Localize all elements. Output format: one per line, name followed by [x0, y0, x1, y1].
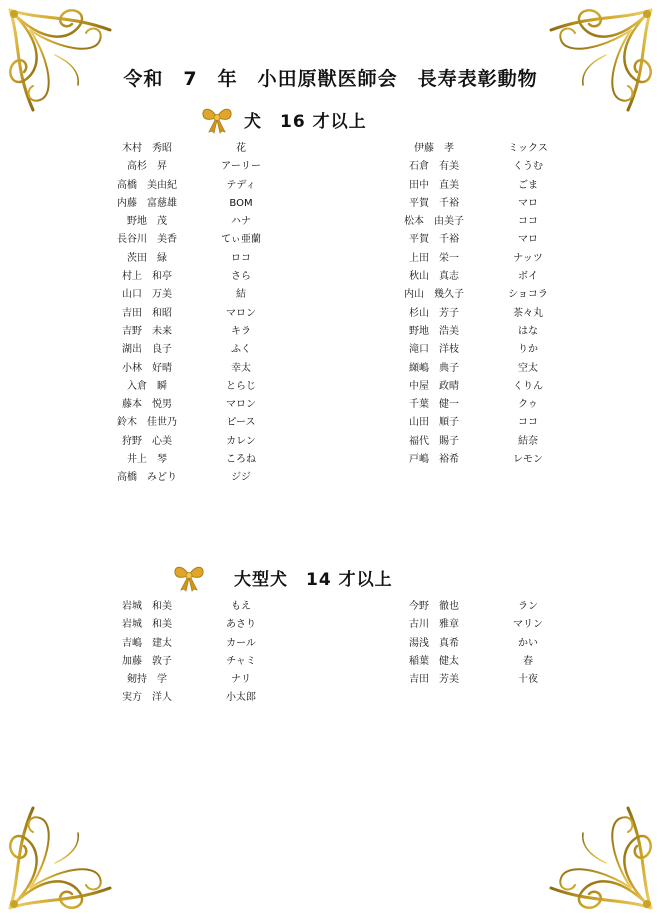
pet-name: BOM [229, 197, 253, 209]
pet-name: ココ [518, 417, 538, 429]
pet-name: 茶々丸 [513, 307, 543, 319]
pet-name: くうむ [513, 161, 543, 173]
list-item [382, 195, 570, 213]
list-item [95, 653, 283, 671]
pet-name: カレン [226, 435, 256, 447]
list-item [382, 360, 570, 378]
pet-name: とらじ [226, 380, 256, 392]
list-item [95, 414, 283, 432]
list-item [382, 158, 570, 176]
list-item [95, 635, 283, 653]
list-item [382, 268, 570, 286]
owner-name: 吉嶋 建太 [122, 637, 172, 649]
owner-name: 秋山 真志 [409, 271, 459, 283]
list-item [95, 598, 283, 616]
owner-name: 杉山 芳子 [409, 307, 459, 319]
owner-name: 吉野 未来 [122, 325, 172, 337]
list-item [382, 323, 570, 341]
owner-name: 入倉 瞬 [127, 380, 167, 392]
owner-name: 高橋 美由紀 [117, 179, 177, 191]
pet-name: 空太 [518, 362, 538, 374]
pet-name: マロン [226, 399, 256, 411]
list-item [382, 250, 570, 268]
owner-name: 石倉 有美 [409, 161, 459, 173]
list-item [95, 195, 283, 213]
pet-name: ロコ [231, 252, 251, 264]
list-item [95, 177, 283, 195]
list-item [95, 213, 283, 231]
pet-name: ミックス [508, 143, 548, 154]
pet-name: 結 [236, 289, 246, 301]
owner-name: 纐嶋 典子 [409, 362, 459, 374]
pet-name: マロン [226, 307, 256, 319]
pet-name: クゥ [518, 399, 538, 411]
owner-name: 高杉 昇 [127, 161, 167, 173]
pet-name: ココ [518, 216, 538, 228]
owner-name: 加藤 敦子 [122, 655, 172, 667]
list-item [382, 414, 570, 432]
list-item [382, 378, 570, 396]
list-item [95, 140, 283, 158]
section-heading-text: 犬 16 才以上 [244, 111, 367, 132]
owner-name: 木村 秀昭 [122, 143, 172, 154]
pet-name: さら [231, 271, 251, 283]
list-item [382, 177, 570, 195]
corner-flourish-icon [10, 10, 110, 110]
list-item [382, 286, 570, 304]
dogs-16-left-list [95, 140, 283, 488]
owner-name: 岩城 和美 [122, 619, 172, 631]
list-item [95, 286, 283, 304]
pet-name: 結奈 [518, 435, 538, 447]
pet-name: ラン [518, 601, 538, 612]
list-item [382, 433, 570, 451]
list-item [95, 268, 283, 286]
owner-name: 上田 栄一 [409, 252, 459, 264]
list-item [382, 341, 570, 359]
list-item [95, 305, 283, 323]
pet-name: ボイ [518, 271, 538, 283]
owner-name: 内藤 富慈雄 [117, 197, 177, 209]
pet-name: ショコラ [508, 289, 548, 301]
owner-name: 実方 洋人 [122, 692, 172, 704]
owner-name: 茨田 緑 [127, 252, 167, 264]
pet-name: くりん [513, 380, 543, 392]
list-item [95, 433, 283, 451]
pet-name: カール [226, 637, 256, 649]
page-title: 令和 7 年 小田原獣医師会 長寿表彰動物 [123, 68, 538, 90]
owner-name: 野地 浩美 [409, 325, 459, 337]
pet-name: ごま [518, 179, 538, 191]
pet-name: ふく [231, 344, 251, 356]
owner-name: 伊藤 孝 [414, 143, 454, 154]
list-item [95, 469, 283, 487]
owner-name: 井上 琴 [127, 454, 167, 466]
owner-name: 今野 徹也 [409, 601, 459, 612]
large-dogs-14-right-list [382, 598, 570, 689]
pet-name: マロ [518, 197, 538, 209]
pet-name: マロ [518, 234, 538, 246]
list-item [95, 250, 283, 268]
list-item [382, 635, 570, 653]
owner-name: 内山 幾久子 [404, 289, 464, 301]
list-item [95, 231, 283, 249]
ribbon-bow-icon [172, 562, 206, 592]
pet-name: 幸太 [231, 362, 251, 374]
pet-name: 十夜 [518, 674, 538, 686]
list-item [95, 616, 283, 634]
pet-name: てぃ亜蘭 [221, 234, 261, 246]
pet-name: レモン [513, 454, 543, 466]
list-item [95, 341, 283, 359]
owner-name: 平賀 千裕 [409, 197, 459, 209]
pet-name: もえ [231, 601, 251, 612]
pet-name: 花 [236, 143, 246, 154]
list-item [95, 689, 283, 707]
owner-name: 吉田 和昭 [122, 307, 172, 319]
list-item [382, 396, 570, 414]
owner-name: 湯浅 真希 [409, 637, 459, 649]
pet-name: キラ [231, 325, 251, 337]
owner-name: 千葉 健一 [409, 399, 459, 411]
large-dogs-14-left-list [95, 598, 283, 708]
pet-name: ジジ [231, 472, 251, 484]
list-item [382, 653, 570, 671]
list-item [382, 671, 570, 689]
owner-name: 松本 由美子 [404, 216, 464, 228]
owner-name: 長谷川 美香 [117, 234, 177, 246]
pet-name: ころね [226, 454, 256, 466]
list-item [95, 451, 283, 469]
pet-name: アーリー [221, 161, 261, 173]
owner-name: 田中 直美 [409, 179, 459, 191]
pet-name: ハナ [231, 216, 251, 228]
pet-name: かい [518, 637, 538, 649]
owner-name: 稲葉 健太 [409, 655, 459, 667]
list-item [95, 323, 283, 341]
owner-name: 山田 順子 [409, 417, 459, 429]
owner-name: 狩野 心美 [122, 435, 172, 447]
owner-name: 吉田 芳美 [409, 674, 459, 686]
pet-name: 春 [523, 655, 533, 667]
dogs-16-right-list [382, 140, 570, 469]
pet-name: テディ [226, 179, 256, 191]
pet-name: ピース [226, 417, 256, 429]
list-item [95, 396, 283, 414]
list-item [95, 360, 283, 378]
owner-name: 鈴木 佳世乃 [117, 417, 177, 429]
pet-name: りか [518, 344, 538, 356]
owner-name: 岩城 和美 [122, 601, 172, 612]
list-item [382, 140, 570, 158]
list-item [95, 158, 283, 176]
pet-name: はな [518, 325, 538, 337]
pet-name: あさり [226, 619, 256, 631]
list-item [382, 598, 570, 616]
list-item [382, 231, 570, 249]
list-item [382, 616, 570, 634]
pet-name: ナリ [231, 674, 251, 686]
owner-name: 高橋 みどり [117, 472, 177, 484]
owner-name: 福代 賜子 [409, 435, 459, 447]
section-heading-dogs-16 [200, 104, 367, 134]
list-item [382, 305, 570, 323]
ribbon-bow-icon [200, 104, 234, 134]
owner-name: 古川 雅章 [409, 619, 459, 631]
pet-name: ナッツ [513, 252, 543, 264]
owner-name: 小林 好晴 [122, 362, 172, 374]
owner-name: 湖出 良子 [122, 344, 172, 356]
owner-name: 戸嶋 裕希 [409, 454, 459, 466]
list-item [95, 378, 283, 396]
owner-name: 村上 和亭 [122, 271, 172, 283]
section-heading-text: 大型犬 14 才以上 [234, 569, 393, 590]
owner-name: 山口 万美 [122, 289, 172, 301]
owner-name: 藤本 悦男 [122, 399, 172, 411]
list-item [382, 213, 570, 231]
owner-name: 滝口 洋枝 [409, 344, 459, 356]
list-item [382, 451, 570, 469]
pet-name: 小太郎 [226, 692, 256, 704]
owner-name: 平賀 千裕 [409, 234, 459, 246]
pet-name: チャミ [226, 655, 256, 667]
section-heading-large-dogs-14 [172, 562, 393, 592]
owner-name: 中屋 政晴 [409, 380, 459, 392]
owner-name: 野地 茂 [127, 216, 167, 228]
owner-name: 剱持 学 [127, 674, 167, 686]
pet-name: マリン [513, 619, 543, 631]
list-item [95, 671, 283, 689]
